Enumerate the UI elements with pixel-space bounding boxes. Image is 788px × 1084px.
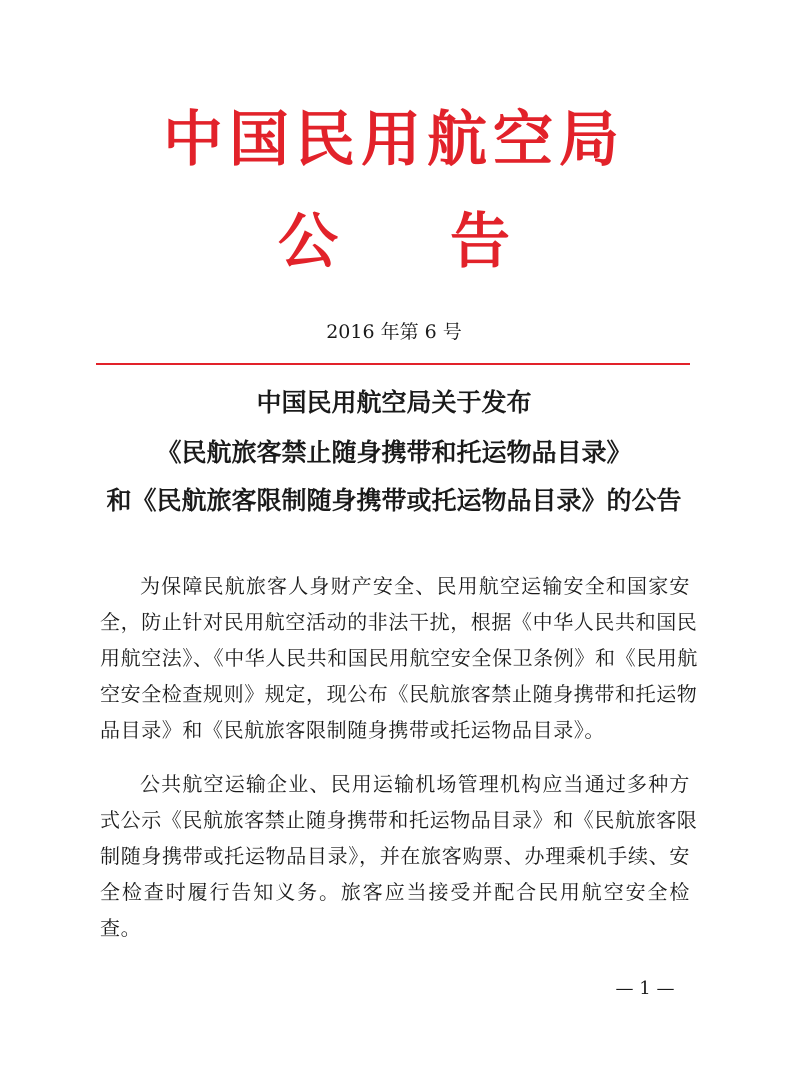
paragraph-line: 查。: [100, 916, 142, 940]
paragraph-line: 制随身携带或托运物品目录》，并在旅客购票、办理乘机手续、安: [100, 844, 690, 868]
document-type-heading: [0, 206, 788, 278]
paragraph-line: 用航空法》、《中华人民共和国民用航空安全保卫条例》和《民用航: [100, 646, 698, 670]
body-paragraph-1: [100, 568, 698, 748]
body-paragraph-2: [100, 766, 698, 946]
document-number: 2016 年第 6 号: [326, 321, 462, 343]
page-number: — 1 —: [615, 978, 675, 999]
paragraph-line: 式公示《民航旅客禁止随身携带和托运物品目录》和《民航旅客限: [100, 808, 698, 832]
notice-title-line-1: 中国民用航空局关于发布: [256, 388, 532, 417]
paragraph-line: 空安全检查规则》规定，现公布《民航旅客禁止随身携带和托运物: [100, 682, 698, 706]
agency-title: 中国民用航空局: [163, 105, 625, 175]
notice-title-line-3: 和《民航旅客限制随身携带或托运物品目录》的公告: [106, 486, 682, 515]
notice-title-line-2: 《民航旅客禁止随身携带和托运物品目录》: [156, 438, 632, 467]
red-divider: [96, 363, 690, 365]
document-type-char-2: 告: [450, 207, 510, 277]
paragraph-line: 全检查时履行告知义务。旅客应当接受并配合民用航空安全检: [100, 880, 690, 904]
paragraph-line: 品目录》和《民航旅客限制随身携带或托运物品目录》。: [100, 718, 605, 742]
document-type-char-1: 公: [278, 207, 338, 277]
paragraph-line: 为保障民航旅客人身财产安全、民用航空运输安全和国家安: [140, 574, 690, 598]
paragraph-line: 全，防止针对民用航空活动的非法干扰，根据《中华人民共和国民: [100, 610, 698, 634]
paragraph-line: 公共航空运输企业、民用运输机场管理机构应当通过多种方: [140, 772, 690, 796]
